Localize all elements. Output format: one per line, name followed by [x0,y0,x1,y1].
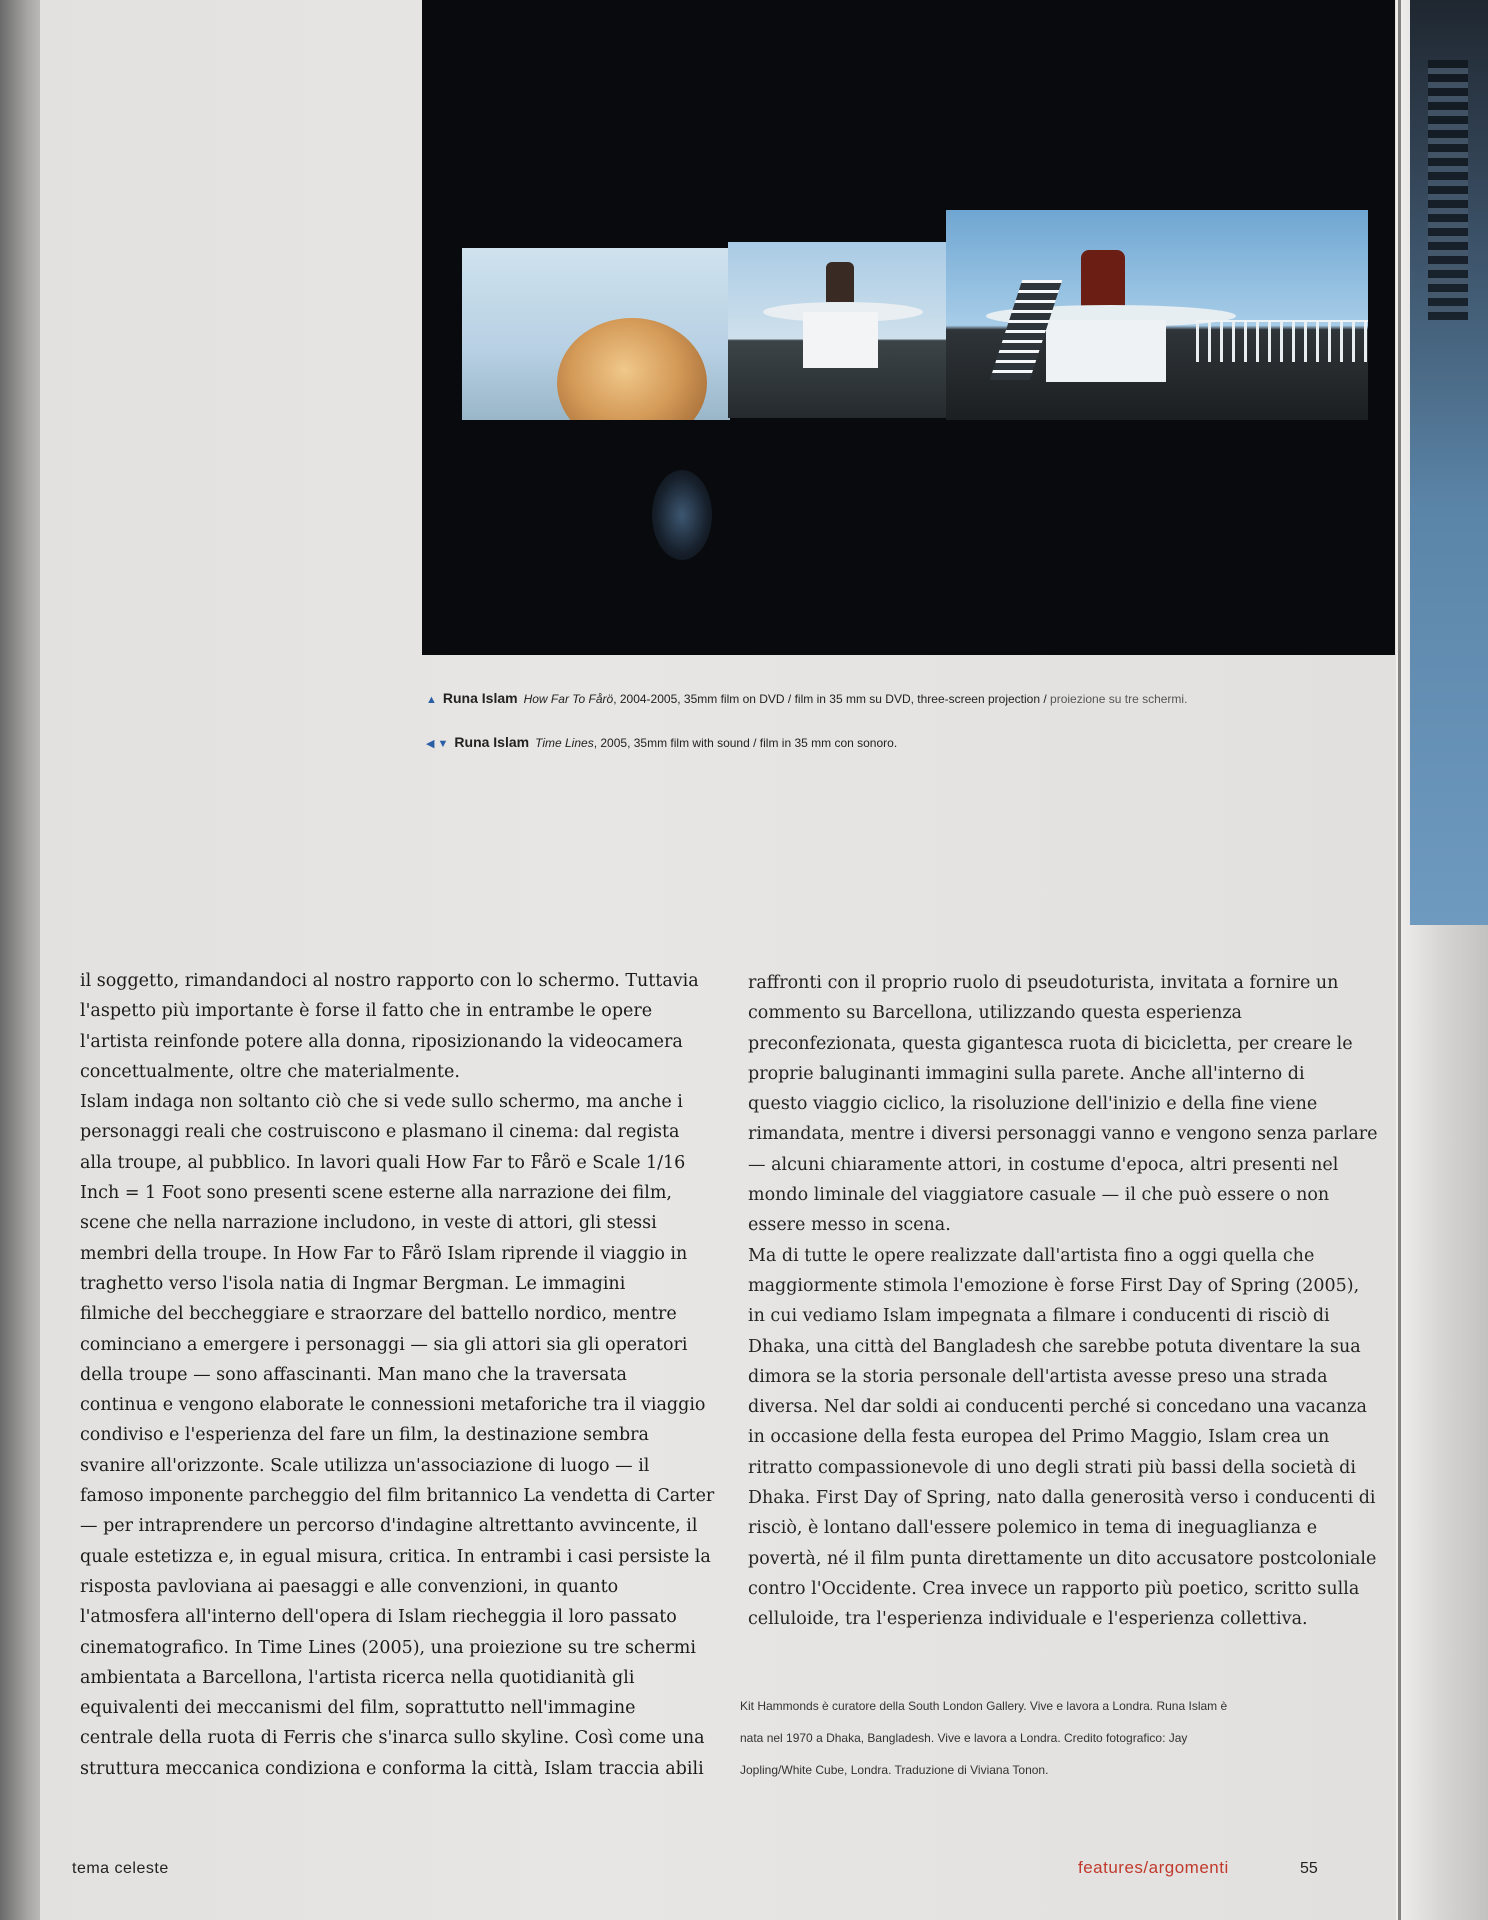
text-line: proprie baluginanti immagini sulla parete. Anche all'interno di [748,1063,1305,1084]
text-line: povertà, né il film punta direttamente un dito accusatore postcoloniale [748,1548,1377,1569]
text-line: l'atmosfera all'interno dell'opera di Islam riecheggia il loro passato [80,1607,677,1628]
text-line: centrale della ruota di Ferris che s'inarca sullo skyline. Così come una [80,1728,705,1749]
text-line: maggiormente stimola l'emozione è forse First Day of Spring (2005), [748,1275,1360,1296]
caption-work-title: Time Lines [535,736,594,750]
text-line: — per intraprendere un percorso d'indagine altrettanto avvincente, il [80,1516,698,1537]
credit-line: nata nel 1970 a Dhaka, Bangladesh. Vive e lavora a Londra. Credito fotografico: Jay [740,1731,1188,1745]
text-line: cominciano a emergere i personaggi — sia gli attori sia gli operatori [80,1334,688,1355]
projection-screen-right [946,210,1368,420]
text-line: essere messo in scena. [748,1215,951,1236]
text-line: personaggi reali che costruiscono e plasmano il cinema: dal regista [80,1122,680,1143]
caption-artist: Runa Islam [442,690,518,706]
text-line: mondo liminale del viaggiatore casuale — il che può essere o non [748,1185,1330,1206]
next-page-photo [1410,0,1488,925]
text-line: condiviso e l'esperienza del fare un film, la destinazione sembra [80,1425,649,1446]
text-line: risposta pavloviana ai paesaggi e alle convenzioni, in quanto [80,1576,619,1597]
floor-reflection [652,470,712,560]
text-line: continua e vengono elaborate le connessioni metaforiche tra il viaggio [80,1395,706,1416]
caption-how-far-to-faro [426,690,1187,706]
text-line: preconfezionata, questa gigantesca ruota di bicicletta, per creare le [748,1033,1353,1054]
text-line: raffronti con il proprio ruolo di pseudoturista, invitata a fornire un [748,973,1339,993]
text-line: commento su Barcellona, utilizzando questa esperienza [748,1003,1242,1024]
projection-screen-left [462,248,730,420]
magazine-name: tema celeste [72,1860,169,1877]
text-line: Inch = 1 Foot sono presenti scene esterne alla narrazione dei film, [80,1183,672,1204]
text-line: concettualmente, oltre che materialmente. [80,1061,460,1082]
text-line: Ma di tutte le opere realizzate dall'artista fino a oggi quella che [748,1245,1315,1266]
caption-details: , 2004-2005, 35mm film on DVD / film in 35 mm su DVD, three-screen projection / [613,692,1051,706]
text-line: risciò, è lontano dall'essere polemico in tema di ineguaglianza e [748,1518,1318,1539]
text-line: scene che nella narrazione includono, in veste di attori, gli stessi [80,1213,657,1234]
text-line: traghetto verso l'isola natia di Ingmar Bergman. Le immagini [80,1273,626,1294]
section-label: features/argomenti [1078,1858,1229,1877]
text-line: filmiche del beccheggiare e straorzare del battello nordico, mentre [80,1304,677,1325]
installation-photo [422,0,1395,655]
text-line: rimandata, mentre i diversi personaggi vanno e vengono senza parlare [748,1124,1378,1145]
credit-line: Kit Hammonds è curatore della South London Gallery. Vive e lavora a Londra. Runa Islam è [740,1699,1228,1713]
text-line: contro l'Occidente. Crea invece un rapporto più poetico, scritto sulla [748,1578,1360,1599]
text-line: in cui vediamo Islam impegnata a filmare i conducenti di risciò di [748,1306,1330,1327]
caption-details: , 2005, 35mm film with sound / film in 35 mm con sonoro. [593,736,898,750]
arrow-left-down-icon: ◀ ▼ [426,738,449,750]
caption-work-title: How Far To Fårö [523,692,614,706]
text-line: della troupe — sono affascinanti. Man mano che la traversata [80,1364,627,1385]
text-line: Islam indaga non soltanto ciò che si vede sullo schermo, ma anche i [80,1092,683,1113]
text-line: Dhaka, una città del Bangladesh che sarebbe potuta diventare la sua [748,1336,1361,1357]
text-line: in occasione della festa europea del Primo Maggio, Islam crea un [748,1427,1330,1448]
text-line: — alcuni chiaramente attori, in costume d'epoca, altri presenti nel [748,1154,1339,1175]
article-column-right [748,968,1378,1635]
credit-line: Jopling/White Cube, Londra. Traduzione di Viviana Tonon. [740,1763,1049,1777]
caption-details-faded: proiezione su tre schermi. [1050,692,1188,706]
text-line: struttura meccanica condiziona e conforma la città, Islam traccia abili [80,1758,704,1779]
text-line: diversa. Nel dar soldi ai conducenti perché si concedano una vacanza [748,1397,1367,1418]
text-line: dimora se la storia personale dell'artista avesse preso una strada [748,1366,1328,1387]
caption-artist: Runa Islam [454,734,530,750]
text-line: celluloide, tra l'esperienza individuale e l'esperienza collettiva. [748,1609,1308,1630]
author-credits [740,1690,1340,1786]
caption-time-lines [426,734,897,750]
page-edge-line [1398,0,1401,1920]
text-line: Dhaka. First Day of Spring, nato dalla generosità verso i conducenti di [748,1488,1376,1509]
page-number: 55 [1300,1860,1318,1877]
text-line: membri della troupe. In How Far to Fårö Islam riprende il viaggio in [80,1243,688,1264]
text-line: quale estetizza e, in egual misura, critica. In entrambi i casi persiste la [80,1546,711,1567]
text-line: alla troupe, al pubblico. In lavori quali How Far to Fårö e Scale 1/16 [80,1152,686,1173]
text-line: svanire all'orizzonte. Scale utilizza un'associazione di luogo — il [80,1455,650,1476]
text-line: ritratto compassionevole di uno degli strati più bassi della società di [748,1457,1356,1478]
text-line: cinematografico. In Time Lines (2005), una proiezione su tre schermi [80,1637,696,1658]
arrow-up-icon: ▲ [426,694,437,706]
projection-screen-center [728,242,946,418]
text-line: l'aspetto più importante è forse il fatto che in entrambe le opere [80,1001,653,1022]
text-line: questo viaggio ciclico, la risoluzione dell'inizio e della fine viene [748,1094,1318,1115]
text-line: equivalenti dei meccanismi del film, soprattutto nell'immagine [80,1698,636,1719]
text-line: ambientata a Barcellona, l'artista ricerca nella quotidianità gli [80,1667,635,1688]
text-line: famoso imponente parcheggio del film britannico La vendetta di Carter [80,1486,715,1507]
article-column-left [80,966,715,1784]
text-line: l'artista reinfonde potere alla donna, riposizionando la videocamera [80,1031,683,1052]
text-line: il soggetto, rimandandoci al nostro rapporto con lo schermo. Tuttavia [80,971,699,991]
